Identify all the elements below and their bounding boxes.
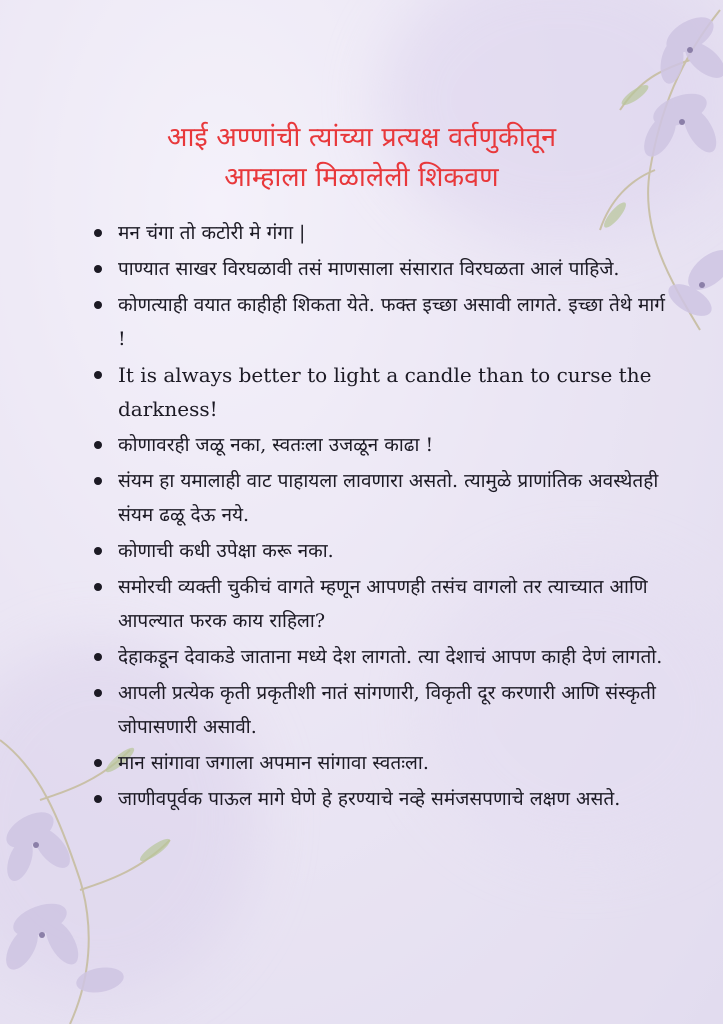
list-item: [92, 676, 672, 744]
list-item-text: कोणाची कधी उपेक्षा करू नका.: [118, 540, 334, 562]
bullet-icon: [94, 265, 102, 273]
bullet-icon: [94, 301, 102, 309]
lessons-list: [92, 216, 672, 818]
list-item: [92, 534, 672, 568]
bullet-icon: [94, 229, 102, 237]
bullet-icon: [94, 689, 102, 697]
list-item: [92, 464, 672, 532]
list-item: [92, 640, 672, 674]
list-item-text: संयम हा यमालाही वाट पाहायला लावणारा असतो. त्यामुळे प्राणांतिक अवस्थेतही संयम ढळू देऊ नये.: [118, 470, 659, 526]
list-item: [92, 428, 672, 462]
list-item: [92, 782, 672, 816]
bullet-icon: [94, 547, 102, 555]
bullet-icon: [94, 759, 102, 767]
bullet-icon: [94, 477, 102, 485]
list-item: [92, 570, 672, 638]
page-title: [0, 118, 723, 198]
list-item: [92, 358, 672, 426]
bullet-icon: [94, 795, 102, 803]
title-line-2: आम्हाला मिळालेली शिकवण: [224, 162, 499, 194]
list-item-text: मन चंगा तो कटोरी मे गंगा |: [118, 222, 306, 244]
list-item: [92, 746, 672, 780]
list-item: [92, 288, 672, 356]
bullet-icon: [94, 653, 102, 661]
list-item-text: पाण्यात साखर विरघळावी तसं माणसाला संसारात विरघळता आलं पाहिजे.: [118, 258, 620, 280]
list-item-text: कोणत्याही वयात काहीही शिकता येते. फक्त इच्छा असावी लागते. इच्छा तेथे मार्ग !: [118, 294, 665, 350]
title-line-1: आई अण्णांची त्यांच्या प्रत्यक्ष वर्तणुकीतून: [166, 122, 557, 154]
list-item-text: मान सांगावा जगाला अपमान सांगावा स्वतःला.: [118, 752, 429, 774]
list-item-text: आपली प्रत्येक कृती प्रकृतीशी नातं सांगणारी, विकृती दूर करणारी आणि संस्कृती जोपासणारी असावी.: [118, 682, 656, 738]
bullet-icon: [94, 583, 102, 591]
list-item-text: It is always better to light a candle than to curse the darkness!: [118, 363, 652, 421]
list-item-text: कोणावरही जळू नका, स्वतःला उजळून काढा !: [118, 434, 434, 456]
list-item: [92, 252, 672, 286]
list-item-text: जाणीवपूर्वक पाऊल मागे घेणे हे हरण्याचे नव्हे समंजसपणाचे लक्षण असते.: [118, 788, 621, 810]
list-item-text: देहाकडून देवाकडे जाताना मध्ये देश लागतो. त्या देशाचं आपण काही देणं लागतो.: [118, 646, 663, 668]
list-item: [92, 216, 672, 250]
list-item-text: समोरची व्यक्ती चुकीचं वागते म्हणून आपणही तसंच वागलो तर त्याच्यात आणि आपल्यात फरक काय राहिला?: [118, 576, 648, 632]
bullet-icon: [94, 441, 102, 449]
bullet-icon: [94, 371, 102, 379]
